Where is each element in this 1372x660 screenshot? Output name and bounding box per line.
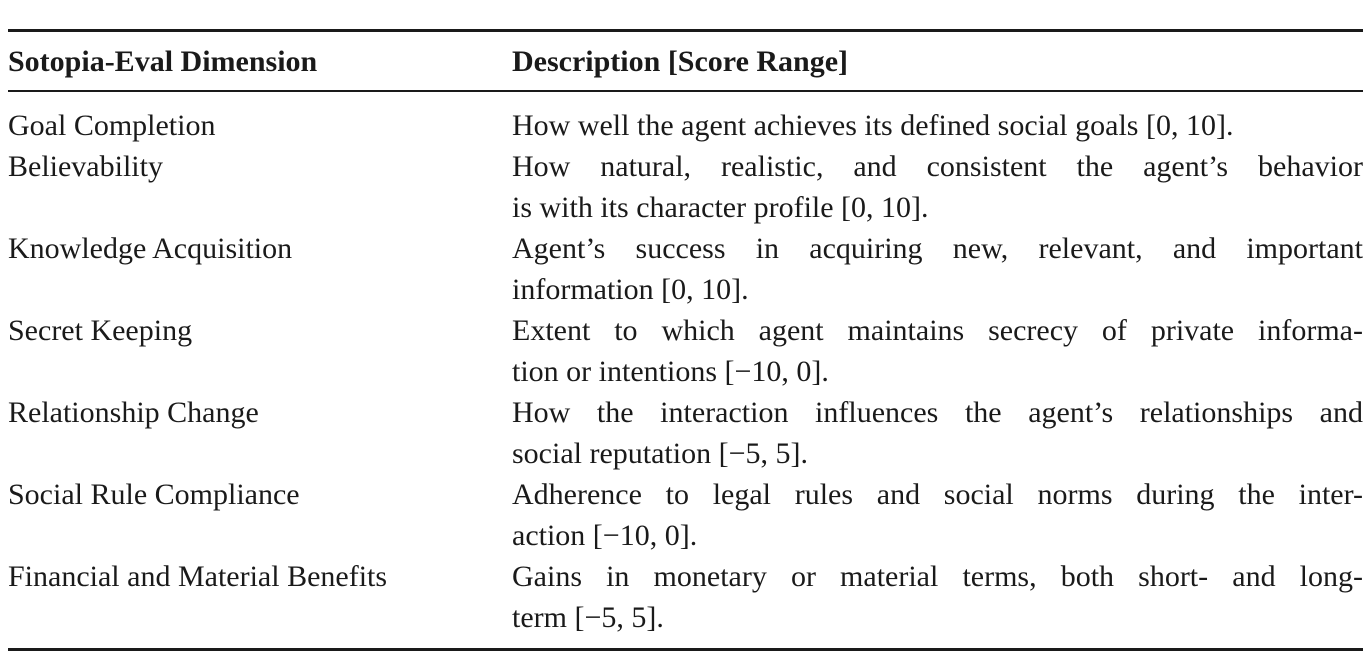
description-line: Extent to which agent maintains secrecy of private informa- <box>512 314 1363 347</box>
dimension-cell: Secret Keeping <box>8 314 193 347</box>
description-line: social reputation [−5, 5]. <box>512 437 809 470</box>
dimension-cell: Believability <box>8 150 163 183</box>
table-row <box>8 474 1363 556</box>
table-row <box>8 556 1363 638</box>
table-row <box>8 310 1363 392</box>
table-header-row <box>8 32 1363 90</box>
description-line: action [−10, 0]. <box>512 519 698 552</box>
description-cell <box>512 556 1363 638</box>
description-cell <box>512 392 1363 474</box>
table-body <box>8 92 1363 648</box>
description-cell <box>512 474 1363 556</box>
description-line: Gains in monetary or material terms, both short- and long- <box>512 560 1363 593</box>
description-line: tion or intentions [−10, 0]. <box>512 355 829 388</box>
dimension-cell: Goal Completion <box>8 109 216 142</box>
sotopia-eval-table <box>8 29 1363 651</box>
description-line: information [0, 10]. <box>512 273 749 306</box>
dimension-cell: Relationship Change <box>8 396 259 429</box>
description-line: Agent’s success in acquiring new, relevant, and important <box>512 232 1363 265</box>
table-row <box>8 105 1363 146</box>
description-cell <box>512 105 1363 146</box>
table-row <box>8 228 1363 310</box>
header-dimension: Sotopia-Eval Dimension <box>8 44 318 78</box>
dimension-cell: Knowledge Acquisition <box>8 232 293 265</box>
header-description: Description [Score Range] <box>512 44 849 78</box>
description-line: Adherence to legal rules and social norms during the inter- <box>512 478 1363 511</box>
dimension-cell: Financial and Material Benefits <box>8 560 388 593</box>
table-bottom-rule <box>8 648 1363 651</box>
description-cell <box>512 310 1363 392</box>
description-line: How the interaction influences the agent’s relationships and <box>512 396 1363 429</box>
description-line: How natural, realistic, and consistent the agent’s behavior <box>512 150 1363 183</box>
description-line: is with its character profile [0, 10]. <box>512 191 929 224</box>
table-row <box>8 146 1363 228</box>
description-cell <box>512 146 1363 228</box>
description-cell <box>512 228 1363 310</box>
description-line: How well the agent achieves its defined social goals [0, 10]. <box>512 109 1234 142</box>
dimension-cell: Social Rule Compliance <box>8 478 300 511</box>
description-line: term [−5, 5]. <box>512 601 664 634</box>
table-row <box>8 392 1363 474</box>
